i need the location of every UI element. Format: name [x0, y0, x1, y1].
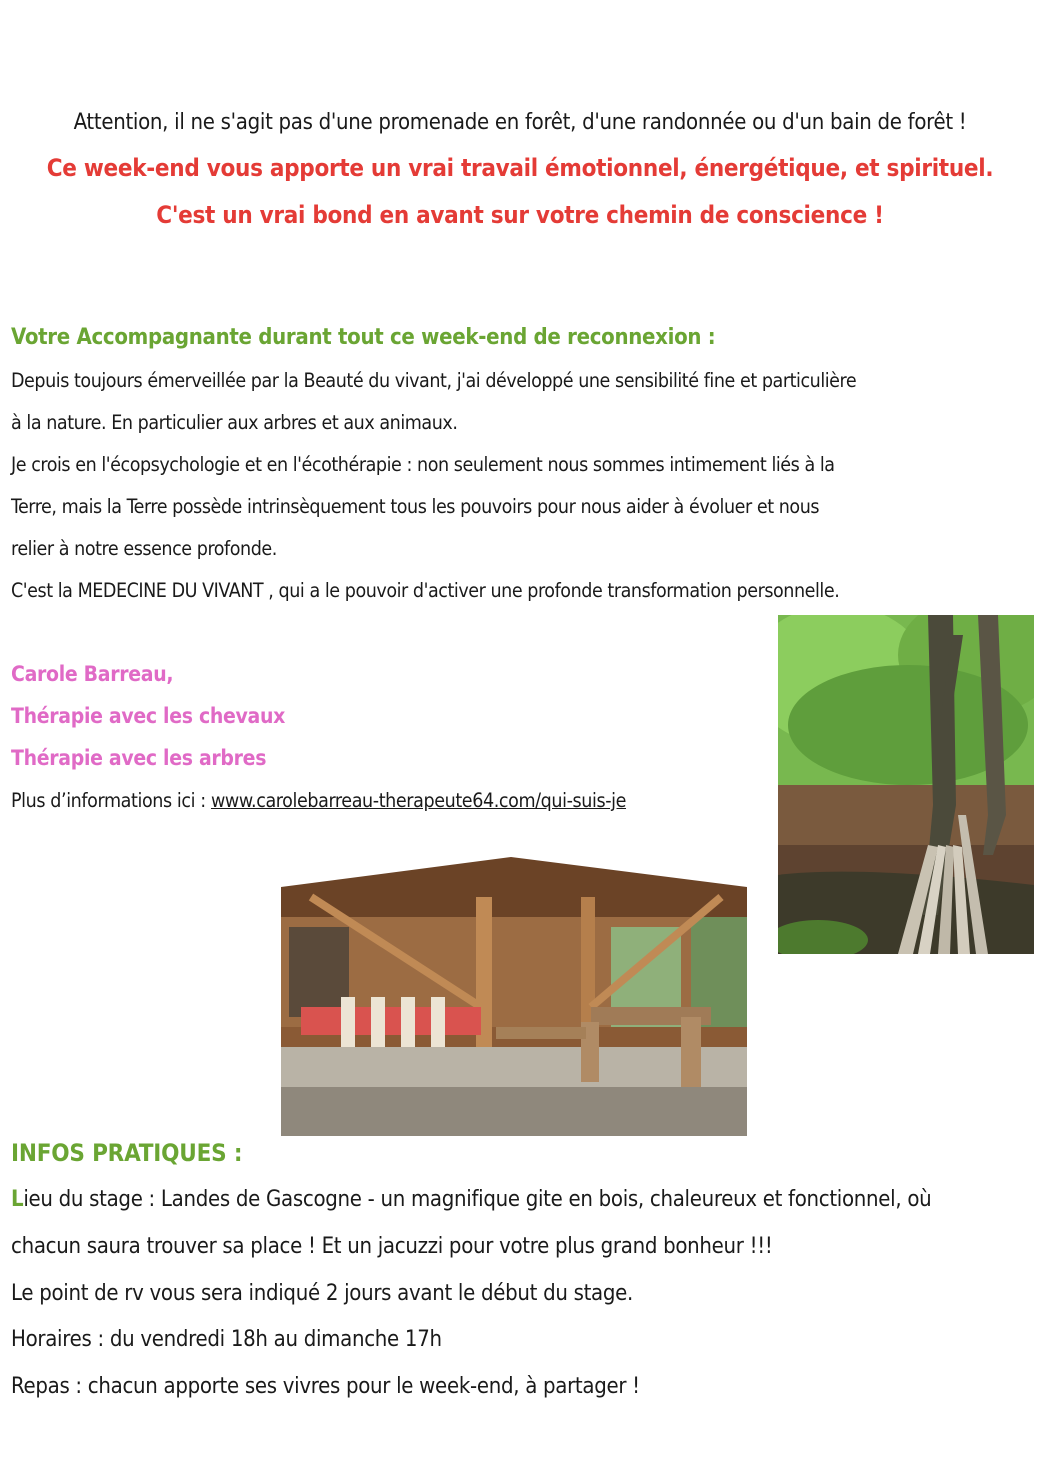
info-location	[11, 1187, 931, 1212]
bio-line: à la nature. En particulier aux arbres et aux animaux.	[11, 411, 458, 434]
bio-line: relier à notre essence profonde.	[11, 537, 277, 560]
website-link[interactable]: www.carolebarreau-therapeute64.com/qui-suis-je	[210, 789, 627, 812]
intro-warning: Attention, il ne s'agit pas d'une promenade en forêt, d'une randonnée ou d'un bain de forêt !	[73, 110, 967, 135]
info-hours: Horaires : du vendredi 18h au dimanche 17h	[11, 1327, 442, 1352]
intro-emphasis-1: Ce week-end vous apporte un vrai travail émotionnel, énergétique, et spirituel.	[46, 154, 994, 182]
info-location-text: ieu du stage : Landes de Gascogne - un magnifique gite en bois, chaleureux et fonctionnel, où	[23, 1187, 932, 1212]
bio-line: C'est la MEDECINE DU VIVANT , qui a le pouvoir d'activer une profonde transformation personnelle.	[11, 579, 840, 602]
gite-illustration	[281, 857, 747, 1136]
forest-photo	[778, 615, 1034, 954]
bio-line: Depuis toujours émerveillée par la Beauté du vivant, j'ai développé une sensibilité fine et particulière	[11, 369, 857, 392]
info-line: chacun saura trouver sa place ! Et un jacuzzi pour votre plus grand bonheur !!!	[11, 1234, 773, 1259]
more-info	[11, 789, 626, 812]
therapist-name: Carole Barreau,	[11, 662, 174, 686]
therapist-title-horses: Thérapie avec les chevaux	[11, 704, 286, 728]
info-meeting: Le point de rv vous sera indiqué 2 jours avant le début du stage.	[11, 1281, 634, 1306]
intro-emphasis-2: C'est un vrai bond en avant sur votre chemin de conscience !	[156, 201, 884, 229]
therapist-title-trees: Thérapie avec les arbres	[11, 746, 267, 770]
forest-illustration	[778, 615, 1034, 954]
gite-photo	[281, 857, 747, 1136]
info-meals: Repas : chacun apporte ses vivres pour le week-end, à partager !	[11, 1374, 640, 1399]
drop-cap: L	[11, 1187, 24, 1212]
more-info-label: Plus d’informations ici :	[11, 789, 211, 812]
bio-heading: Votre Accompagnante durant tout ce week-end de reconnexion :	[11, 325, 716, 350]
bio-line: Terre, mais la Terre possède intrinsèquement tous les pouvoirs pour nous aider à évoluer et nous	[11, 495, 820, 518]
infos-heading: INFOS PRATIQUES :	[11, 1139, 243, 1167]
bio-line: Je crois en l'écopsychologie et en l'écothérapie : non seulement nous sommes intimement liés à la	[11, 453, 835, 476]
